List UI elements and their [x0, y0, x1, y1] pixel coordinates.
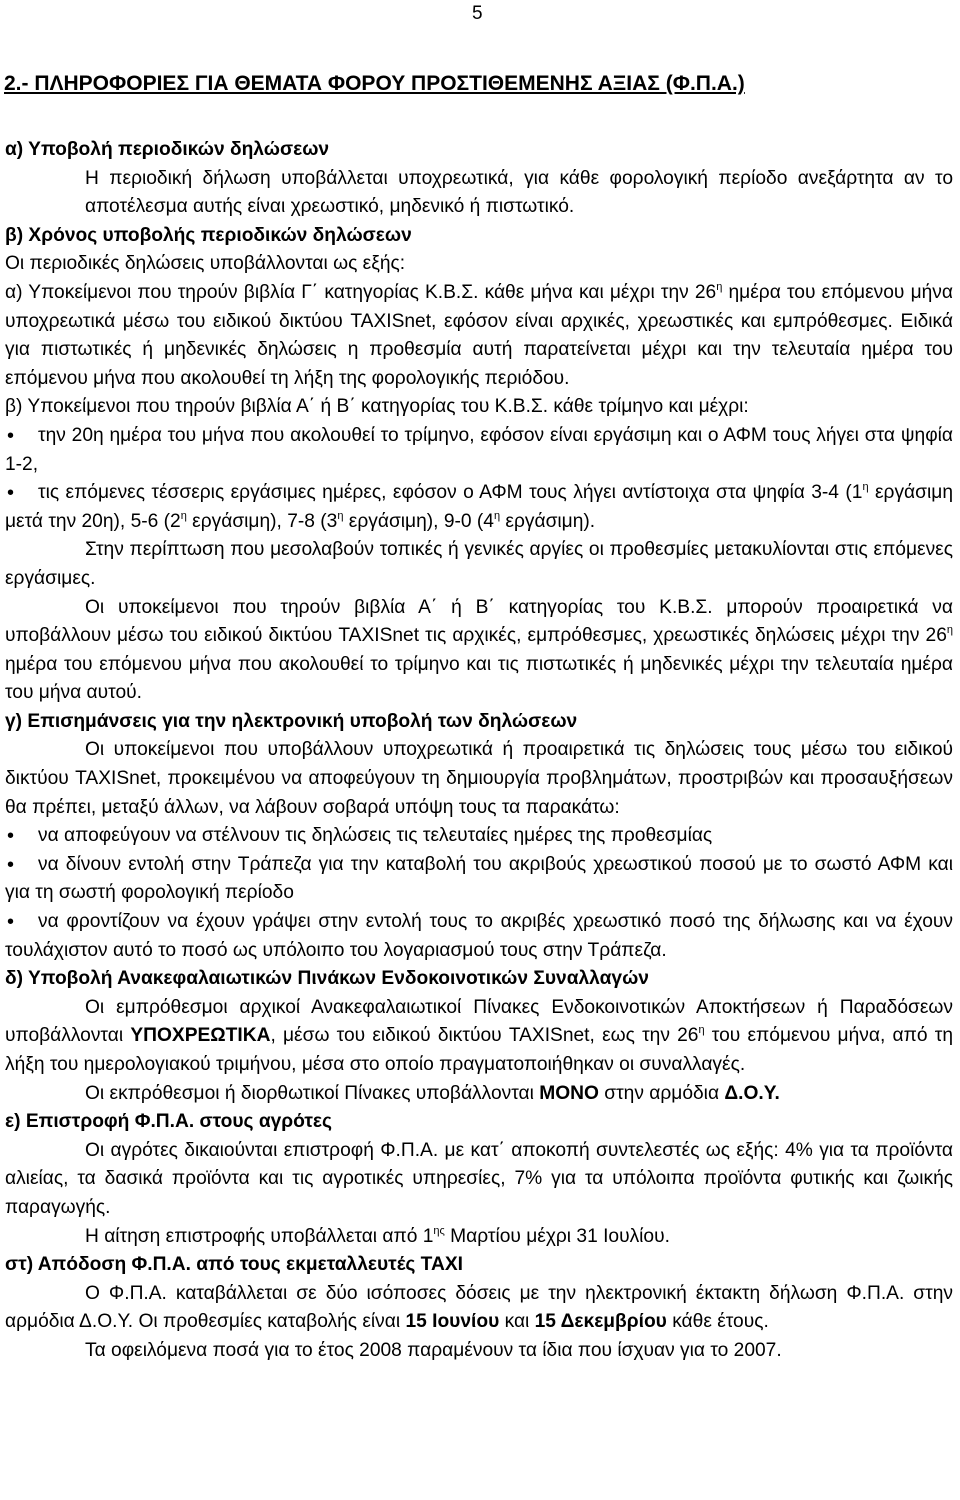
emphasis: ΥΠΟΧΡΕΩΤΙΚΑ	[130, 1025, 271, 1047]
text-fragment: ημέρα του επόμενου μήνα υποχρεωτικά μέσω του ειδικού δικτύου TAXISnet, εφόσον είναι αρχικές, χρεωστικές και εμπρόθεσμες. Ειδικά για πιστωτικές ή μηδενικές δηλώσεις η προθεσμία αυτή παρατείνεται μέχρι και την τελευταία ημέρα του επόμενου μήνα που ακολουθεί τη λήξη της φορολογικής περιόδου.	[5, 281, 953, 389]
paragraph-category-ab: β) Υποκείμενοι που τηρούν βιβλία Α΄ ή Β΄ κατηγορίας του Κ.Β.Σ. κάθε τρίμηνο και μέχρι:	[5, 396, 749, 418]
text-fragment: τις επόμενες τέσσερις εργάσιμες ημέρες, εφόσον ο ΑΦΜ τους λήγει αντίστοιχα στα ψηφία 3-4 (1	[38, 482, 863, 504]
text-fragment: Ο Φ.Π.Α. καταβάλλεται σε δύο ισόποσες δόσεις με την ηλεκτρονική έκτακτη δήλωση Φ.Π.Α. στην αρμόδια Δ.Ο.Υ. Οι προθεσμίες καταβολής είναι	[5, 1282, 953, 1333]
bullet-item: • να δίνουν εντολή στην Τράπεζα για την καταβολή του ακριβούς χρεωστικού ποσού με το σωστό ΑΦΜ και για τη σωστή φορολογική περίοδο	[5, 851, 953, 908]
superscript: η	[337, 509, 344, 522]
heading-submission-time: β) Χρόνος υποβολής περιοδικών δηλώσεων	[5, 224, 412, 246]
text-fragment: και	[499, 1311, 535, 1333]
heading-electronic-submission: γ) Επισημάνσεις για την ηλεκτρονική υποβολή των δηλώσεων	[5, 710, 578, 732]
superscript: η	[862, 481, 869, 494]
bullet-item: • την 20η ημέρα του μήνα που ακολουθεί το τρίμηνο, εφόσον είναι εργάσιμη και ο ΑΦΜ τους λήγει στα ψηφία 1-2,	[5, 422, 953, 479]
heading-periodic-returns: α) Υποβολή περιοδικών δηλώσεων	[5, 139, 330, 160]
emphasis: Δ.Ο.Υ.	[724, 1082, 780, 1104]
paragraph-refund-period	[5, 1223, 953, 1252]
paragraph-electronic-submission: Οι υποκείμενοι που υποβάλλουν υποχρεωτικά ή προαιρετικά τις δηλώσεις τους μέσω του ειδικού δικτύου TAXISnet, προκειμένου να αποφεύγουν τη δημιουργία προβλημάτων, προστριβών και προσαυξήσεων θα πρέπει, μεταξύ άλλων, να λάβουν σοβαρά υπόψη τους τα παρακάτω:	[5, 739, 953, 818]
paragraph-holidays: Στην περίπτωση που μεσολαβούν τοπικές ή γενικές αργίες οι προθεσμίες μετακυλίονται στις επόμενες εργάσιμες.	[5, 539, 953, 589]
bullet-item: • να φροντίζουν να έχουν γράψει στην εντολή τους το ακριβές χρεωστικό ποσό της δήλωσης και να έχουν τουλάχιστον αυτό το ποσό ως υπόλοιπο του λογαριασμού τους στην Τράπεζα.	[5, 908, 953, 965]
text-fragment: , μέσω του ειδικού δικτύου TAXISnet, εως την 26	[270, 1025, 699, 1047]
text-fragment: Οι εκπρόθεσμοι ή διορθωτικοί Πίνακες υποβάλλονται	[85, 1082, 540, 1104]
text-fragment: Μαρτίου μέχρι 31 Ιουλίου.	[444, 1225, 670, 1247]
paragraph-late-tables	[5, 1080, 953, 1109]
paragraph-farmer-rates: Οι αγρότες δικαιούνται επιστροφή Φ.Π.Α. με κατ΄ αποκοπή συντελεστές ως εξής: 4% για τα προϊόντα αλιείας, τα δασικά προϊόντα και τις αγροτικές υπηρεσίες, 7% για τα υπόλοιπα προϊόντα φυτικής και ζωικής παραγωγής.	[5, 1139, 953, 1218]
document-title: 2.- ΠΛΗΡΟΦΟΡΙΕΣ ΓΙΑ ΘΕΜΑΤΑ ΦΟΡΟΥ ΠΡΟΣΤΙΘΕΜΕΝΗΣ ΑΞΙΑΣ (Φ.Π.Α.)	[4, 72, 745, 95]
heading-taxi-vat: στ) Απόδοση Φ.Π.Α. από τους εκμεταλλευτές ΤΑΧΙ	[5, 1254, 463, 1276]
document-body	[5, 136, 953, 1366]
paragraph-intro: Οι περιοδικές δηλώσεις υποβάλλονται ως εξής:	[5, 253, 406, 275]
paragraph-optional-taxisnet	[5, 594, 953, 708]
bullet-item: • να αποφεύγουν να στέλνουν τις δηλώσεις τις τελευταίες ημέρες της προθεσμίας	[5, 822, 953, 851]
text-fragment: κάθε έτους.	[666, 1311, 769, 1333]
text-fragment: Οι υποκείμενοι που τηρούν βιβλία Α΄ ή Β΄ κατηγορίας του Κ.Β.Σ. μπορούν προαιρετικά να υποβάλλουν μέσω του ειδικού δικτύου TAXISnet τις αρχικές, εμπρόθεσμες, χρεωστικές δηλώσεις μέχρι την 26	[5, 596, 953, 647]
superscript: η	[180, 509, 187, 522]
heading-farmer-refund: ε) Επιστροφή Φ.Π.Α. στους αγρότες	[5, 1111, 333, 1133]
text-fragment: ημέρα του επόμενου μήνα που ακολουθεί το τρίμηνο και τις πιστωτικές ή μηδενικές μέχρι την τελευταία ημέρα του μήνα αυτού.	[5, 653, 953, 704]
paragraph-periodic-returns	[5, 165, 953, 222]
text-fragment: του επόμενου μήνα, από τη λήξη του ημερολογιακού τριμήνου, μέσα στο οποίο πραγματοποιήθηκαν οι συναλλαγές.	[5, 1025, 953, 1075]
text-fragment: Οι εμπρόθεσμοι αρχικοί Ανακεφαλαιωτικοί Πίνακες Ενδοκοινοτικών Αποκτήσεων ή Παραδόσεων υποβάλλονται	[5, 996, 953, 1047]
paragraph-recap-tables	[5, 994, 953, 1080]
text-periodic-returns: Η περιοδική δήλωση υποβάλλεται υποχρεωτικά, για κάθε φορολογική περίοδο ανεξάρτητα αν το αποτέλεσμα αυτής είναι χρεωστικό, μηδενικό ή πιστωτικό.	[85, 167, 953, 218]
text-fragment: Η αίτηση επιστροφής υποβάλλεται από 1	[85, 1225, 434, 1247]
superscript: ης	[433, 1224, 445, 1237]
text-fragment: εργάσιμη μετά την 20η), 5-6 (2	[5, 482, 953, 532]
emphasis: 15 Ιουνίου	[405, 1311, 500, 1333]
page-number: 5	[472, 3, 483, 24]
superscript: η	[698, 1024, 705, 1037]
superscript: η	[946, 624, 953, 637]
text-fragment: εργάσιμη), 7-8 (3	[186, 510, 338, 532]
text-fragment: α) Υποκείμενοι που τηρούν βιβλία Γ΄ κατηγορίας Κ.Β.Σ. κάθε μήνα και μέχρι την 26	[5, 281, 717, 303]
text-fragment: εργάσιμη).	[500, 510, 596, 532]
text-fragment: στην αρμόδια	[598, 1082, 725, 1104]
superscript: η	[493, 509, 501, 522]
paragraph-category-c	[5, 279, 953, 393]
text-fragment: εργάσιμη), 9-0 (4	[343, 510, 494, 532]
paragraph-taxi-amounts: Τα οφειλόμενα ποσά για το έτος 2008 παραμένουν τα ίδια που ίσχυαν για το 2007.	[85, 1339, 782, 1361]
emphasis: ΜΟΝΟ	[539, 1082, 599, 1104]
superscript: η	[716, 280, 723, 293]
paragraph-taxi-installments	[5, 1280, 953, 1337]
bullet-item	[5, 479, 953, 536]
emphasis: 15 Δεκεμβρίου	[534, 1311, 667, 1333]
heading-recap-tables: δ) Υποβολή Ανακεφαλαιωτικών Πινάκων Ενδοκοινοτικών Συναλλαγών	[5, 968, 649, 990]
